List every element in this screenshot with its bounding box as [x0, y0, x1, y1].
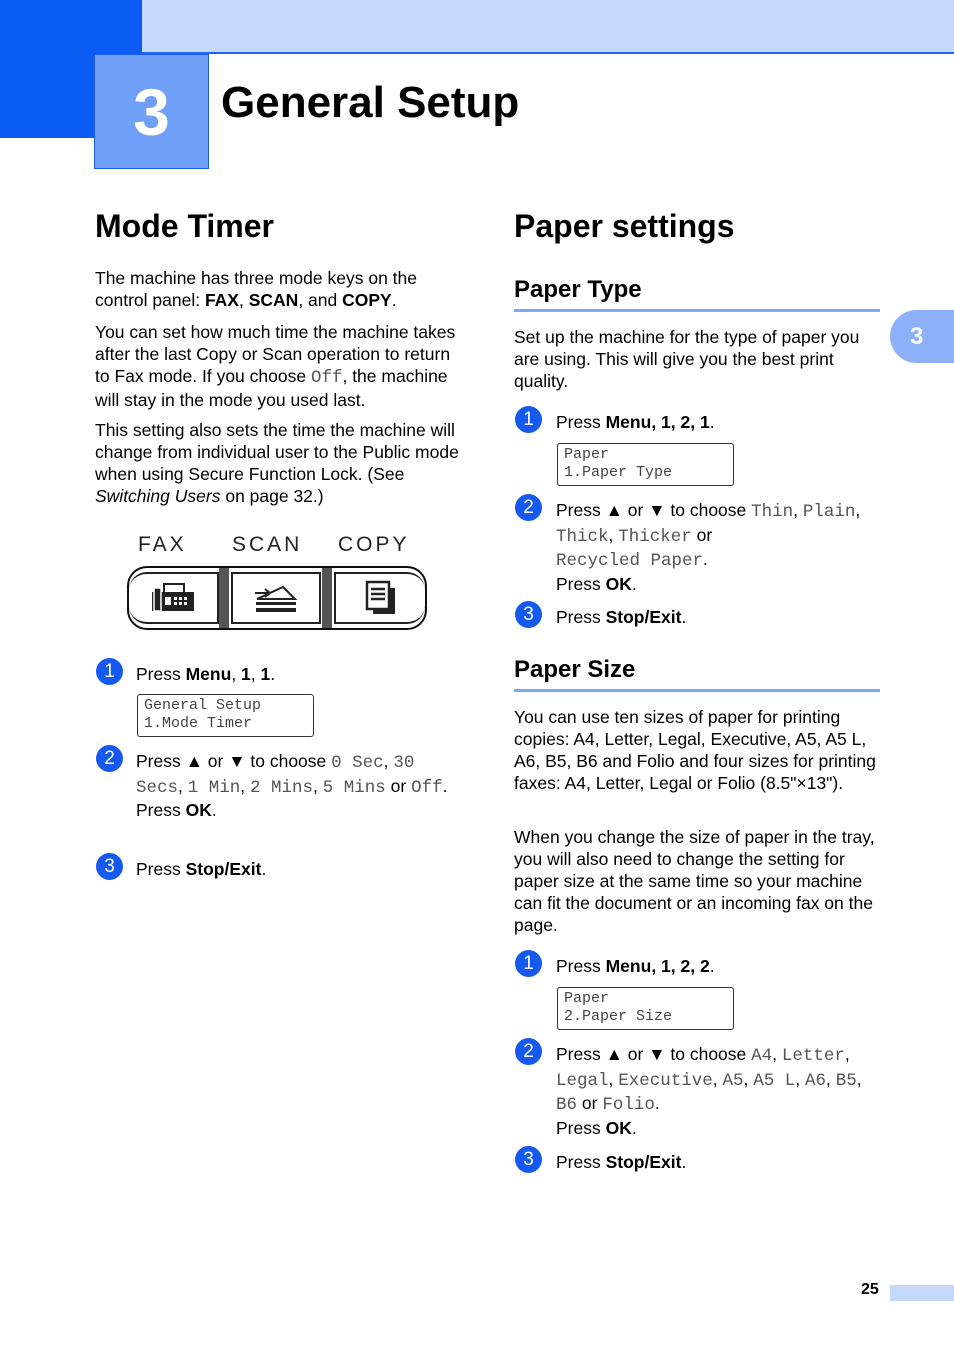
switching-users-link[interactable]: Switching Users [95, 486, 221, 506]
chapter-number: 3 [94, 54, 209, 169]
panel-label-scan: SCAN [232, 533, 303, 556]
paper-size-step-3: Press Stop/Exit. [556, 1152, 687, 1172]
lcd-line-2: 2.Paper Size [564, 1008, 673, 1025]
step-number-badge: 3 [515, 601, 542, 628]
mode-timer-paragraph-1: The machine has three mode keys on the control panel: FAX, SCAN, and COPY. [95, 268, 417, 310]
mode-timer-heading: Mode Timer [95, 208, 274, 244]
step-number-badge: 1 [96, 658, 123, 685]
page-number-bar [890, 1285, 954, 1301]
panel-label-copy: COPY [338, 533, 410, 556]
panel-divider [219, 568, 229, 628]
scan-icon [253, 581, 299, 615]
step-number-badge: 2 [515, 1038, 542, 1065]
lcd-line-1: Paper [564, 990, 610, 1007]
step-number-badge: 2 [96, 745, 123, 772]
paper-settings-heading: Paper settings [514, 208, 735, 244]
lcd-line-1: Paper [564, 446, 610, 463]
chapter-title: General Setup [221, 78, 520, 127]
paper-size-step-2: Press ▲ or ▼ to choose A4, Letter, Legal, Executive, A5, A5 L, A6, B5, B6 or Folio. Press OK. [556, 1044, 862, 1138]
scan-key[interactable] [231, 572, 321, 624]
lcd-display [137, 694, 314, 737]
lcd-line-1: General Setup [144, 697, 262, 714]
mode-timer-paragraph-2: You can set how much time the machine takes after the last Copy or Scan operation to return to Fax mode. If you choose Off, the machine will stay in the mode you used last. [95, 322, 456, 410]
step-number-badge: 2 [515, 494, 542, 521]
paper-size-paragraph-1: You can use ten sizes of paper for printing copies: A4, Letter, Legal, Executive, A5, A5 L, A6, B5, B6 and Folio and four sizes for printing faxes: A4, Letter, Legal or Folio (8.5"×13"). [514, 707, 876, 793]
step-number-badge: 1 [515, 950, 542, 977]
paper-type-step-3: Press Stop/Exit. [556, 607, 687, 627]
paper-type-intro: Set up the machine for the type of paper you are using. This will give you the best print quality. [514, 327, 860, 391]
panel-divider [322, 568, 332, 628]
paper-size-heading: Paper Size [514, 656, 636, 683]
fax-icon [150, 583, 196, 613]
chapter-side-tab[interactable]: 3 [890, 310, 954, 363]
copy-key[interactable] [334, 572, 425, 624]
paper-size-step-1: Press Menu, 1, 2, 2. [556, 956, 715, 976]
mode-timer-step-3: Press Stop/Exit. [136, 859, 267, 879]
step-number-badge: 3 [96, 853, 123, 880]
control-panel-illustration [127, 566, 427, 630]
copy-icon [361, 580, 401, 616]
lcd-display [557, 987, 734, 1030]
paper-type-step-2: Press ▲ or ▼ to choose Thin, Plain, Thick, Thicker or Recycled Paper. Press OK. [556, 500, 861, 594]
header-band [142, 0, 954, 54]
lcd-line-2: 1.Mode Timer [144, 715, 253, 732]
paper-type-step-1: Press Menu, 1, 2, 1. [556, 412, 715, 432]
step-number-badge: 3 [515, 1146, 542, 1173]
paper-size-paragraph-2: When you change the size of paper in the tray, you will also need to change the setting for paper size at the same time so your machine can fit the document or an incoming fax on the page. [514, 827, 875, 935]
step-number-badge: 1 [515, 406, 542, 433]
mode-timer-step-1: Press Menu, 1, 1. [136, 664, 276, 684]
paper-type-heading: Paper Type [514, 276, 642, 303]
section-rule [514, 309, 880, 312]
lcd-line-2: 1.Paper Type [564, 464, 673, 481]
panel-label-fax: FAX [138, 533, 187, 556]
mode-timer-step-2: Press ▲ or ▼ to choose 0 Sec, 30 Secs, 1 Min, 2 Mins, 5 Mins or Off. Press OK. [136, 751, 448, 820]
fax-key[interactable] [129, 572, 219, 624]
section-rule [514, 689, 880, 692]
page-number: 25 [861, 1281, 879, 1298]
lcd-display [557, 443, 734, 486]
mode-timer-paragraph-3: This setting also sets the time the machine will change from individual user to the Public mode when using Secure Function Lock. (See Switching Users on page 32.) [95, 420, 459, 506]
